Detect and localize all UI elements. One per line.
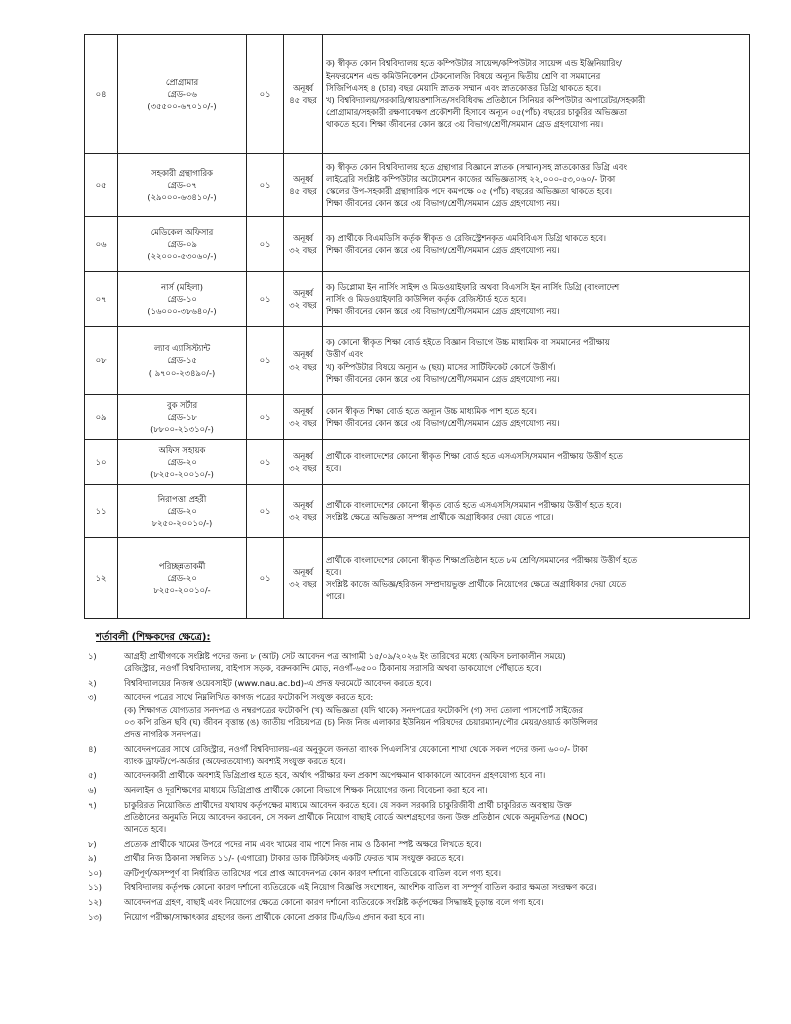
serial-number-cell: ০৮ [85,327,118,395]
post-name-cell [118,154,247,217]
serial-number-cell: ১২ [85,538,118,619]
condition-item [88,838,738,850]
post-info-line: প্রোগ্রামার [165,76,199,87]
condition-item [88,896,738,908]
qualification-line: প্রোগ্রামার/সহকারী রক্ষণাবেক্ষণ প্রকৌশলী হিসাবে অন্যূন ০৫(পাঁচ) বছরের চাকুরির অভিজ্ঞতা [326,107,628,118]
post-info-line: নার্স (মহিলা) [161,281,203,292]
condition-text [124,677,738,689]
condition-number: ৪) [88,743,97,754]
post-info-line: পরিচ্ছন্নতাকর্মী [158,560,206,571]
age-limit-line: ৩২ বছর [289,463,317,473]
serial-number-cell: ০৯ [85,395,118,440]
post-info-line: (৮৮০০-২১৩১০/-) [150,424,214,435]
qualification-line: প্রার্থীকে বাংলাদেশের কোনো স্বীকৃত শিক্ষাপ্রতিষ্ঠান হতে ৮ম শ্রেণি/সমমানের পরীক্ষায় উত্তীর্ণ হতে [326,554,637,565]
table-row [85,395,750,440]
condition-line: আনতে হবে। [124,823,167,834]
condition-line: নিয়োগ পরীক্ষা/সাক্ষাৎকার গ্রহণের জন্য প্রার্থীকে কোনো প্রকার টিএ/ডিএ প্রদান করা হবে না। [124,911,425,922]
qualification-line: শিক্ষা জীবনের কোন স্তরে ৩য় বিভাগ/শ্রেণী/সমমান গ্রেড গ্রহণযোগ্য নয়। [326,306,560,317]
post-info-line: (৩৫৫০০-৬৭০১০/-) [147,101,217,112]
condition-number: ৯) [88,853,97,864]
age-limit-line: অনূর্ধ্ব [293,232,313,243]
post-name-cell [118,395,247,440]
post-count-cell: ০১ [247,538,284,619]
post-count-cell: ০১ [247,485,284,538]
age-limit-cell [284,327,323,395]
condition-text [124,691,738,740]
condition-line: (ক) শিক্ষাগত যোগ্যতার সনদপত্র ও নম্বরপত্রের ফটোকপি (খ) অভিজ্ঞতা (যদি থাকে) সনদপত্রের ফটোকপি (গ) সদ্য তোলা পাসপোর্ট সাইজের [124,704,583,715]
qualification-line: ক) ডিপ্লোমা ইন নার্সিং সাইন্স ও মিডওয়াইফারি অথবা বিএসসি ইন নার্সিং ডিগ্রি (বাংলাদেশ [326,281,620,292]
post-info-line: (২২০০০-৫৩০৬০/-) [147,251,217,262]
post-count-cell: ০১ [247,217,284,272]
age-limit-line: ৪৫ বছর [289,186,317,196]
conditions-list [88,650,738,925]
condition-number: ১১) [88,882,103,893]
condition-text [124,799,738,836]
condition-item [88,650,738,674]
post-info-line: গ্রেড-০৯ [167,238,197,249]
condition-item [88,881,738,893]
post-info-line: মেডিকেল অফিসার [150,226,214,237]
serial-number-cell: ০৭ [85,272,118,327]
qualification-cell [323,395,750,440]
condition-item [88,867,738,879]
age-limit-cell [284,272,323,327]
condition-item [88,852,738,864]
condition-line: আবেদনপত্র গ্রহণ, বাছাই এবং নিয়োগের ক্ষেত্রে কোনো কারণ দর্শানো ব্যতিরেকে সংশ্লিষ্ট কর্তৃপক্ষের সিদ্ধান্তই চূড়ান্ত বলে গণ্য হবে। [124,896,544,907]
qualification-cell [323,485,750,538]
qualification-line: শিক্ষা জীবনের কোন স্তরে ৩য় বিভাগ/শ্রেণী/সমমান গ্রেড গ্রহণযোগ্য নয়। [326,418,560,428]
post-info-line: ল্যাব এ্যাসিস্ট্যান্ট [153,343,211,354]
qualification-line: উত্তীর্ণ এবং [326,349,363,360]
qualification-line: প্রার্থীকে বাংলাদেশের কোনো স্বীকৃত শিক্ষা বোর্ড হতে এসএসসি/সমমান পরীক্ষায় উত্তীর্ণ হতে [326,450,623,461]
age-limit-cell [284,395,323,440]
serial-number-cell: ০৫ [85,154,118,217]
qualification-line: নার্সিং ও মিডওয়াইফারি কাউন্সিল কর্তৃক রেজিস্টার্ড হতে হবে। [326,293,527,304]
post-info-line: গ্রেড-০৭ [167,179,197,190]
post-count-cell: ০১ [247,272,284,327]
post-info-line: (৮২৫০-২০০১০/-) [150,469,214,480]
age-limit-line: ৪৫ বছর [289,95,317,105]
condition-line: চাকুরিরত নিয়োজিত প্রার্থীদের যথাযথ কর্তৃপক্ষের মাধ্যমে আবেদন করতে হবে। যে সকল সরকারি চাকুরিজীবী প্রার্থী চাকুরিরত অবস্থায় উক্ত [124,799,572,810]
age-limit-line: ৩২ বছর [289,579,317,589]
post-info-line: ৮২৫০-২০০১০/- [153,585,211,596]
table-row [85,327,750,395]
qualification-line: লাইব্রেরি সংশ্লিষ্ট কম্পিউটার অটোমেশন কাজের অভিজ্ঞতাসহ ২২,০০০-৫৩,০৬০/- টাকা [326,173,616,184]
qualification-line: হবে। [326,463,342,473]
age-limit-cell [284,538,323,619]
condition-line: ০৩ কপি রঙিন ছবি (ঘ) জীবন বৃত্তান্ত (ঙ) জাতীয় পরিচয়পত্র (চ) নিজ নিজ এলাকার ইউনিয়ন পরিষদের চেয়ারম্যান/পৌর মেয়র/ওয়ার্ড কাউন্সিলর [124,716,598,727]
post-info-line: বুক সর্টার [166,399,198,410]
age-limit-line: ৩২ বছর [289,512,317,522]
age-limit-line: অনূর্ধ্ব [293,82,313,93]
condition-line: রেজিস্ট্রার, নওগাঁ বিশ্ববিদ্যালয়, বাইপাস সড়ক, বরুনকান্দি মোড়, নওগাঁ-৬৫০০ ঠিকানায় সরাসরি অথবা ডাকযোগে পৌঁছাতে হবে। [124,663,542,674]
age-limit-line: অনূর্ধ্ব [293,405,313,416]
table-row [85,485,750,538]
qualification-cell [323,440,750,485]
qualification-line: প্রার্থীকে বাংলাদেশের কোনো স্বীকৃত বোর্ড হতে এসএসসি/সমমান পরীক্ষায় উত্তীর্ণ হতে হবে। [326,499,622,510]
age-limit-line: অনূর্ধ্ব [293,349,313,360]
age-limit-cell [284,154,323,217]
condition-line: ত্রুটিপূর্ণ/অসম্পূর্ণ বা নির্ধারিত তারিখের পরে প্রাপ্ত আবেদনপত্র কোন কারণ দর্শানো ব্যতিরেকে বাতিল বলে গণ্য হবে। [124,867,501,878]
condition-number: ১) [88,651,97,661]
qualification-line: ক) স্বীকৃত কোন বিশ্ববিদ্যালয় হতে গ্রন্থাগার বিজ্ঞানে স্নাতক (সম্মান)সহ স্নাতকোত্তর ডিগ্রি এবং [326,161,627,172]
condition-text [124,838,738,850]
age-limit-line: অনূর্ধ্ব [293,173,313,184]
condition-number: ৫) [88,770,97,781]
qualification-cell [323,217,750,272]
qualification-line: কোন স্বীকৃত শিক্ষা বোর্ড হতে অন্যূন উচ্চ মাধ্যমিক পাশ হতে হবে। [326,405,537,416]
table-row [85,35,750,154]
conditions-title: শর্তাবলী (শিক্ষকদের ক্ষেত্রে): [96,632,211,643]
condition-number: ৮) [88,838,97,849]
post-name-cell [118,538,247,619]
condition-item [88,691,738,740]
condition-line: আবেদনপত্রের সাথে রেজিস্ট্রার, নওগাঁ বিশ্ববিদ্যালয়-এর অনুকূলে জনতা ব্যাংক পিএলসি'র যেকোনো শাখা থেকে সকল পদের জন্য ৬০০/- টাকা [124,743,588,754]
post-count-cell: ০১ [247,440,284,485]
age-limit-line: অনূর্ধ্ব [293,287,313,298]
job-posts-table [84,34,750,619]
condition-item [88,911,738,923]
condition-number: ২) [88,677,97,688]
condition-line: প্রত্যেক প্রার্থীকে খামের উপরে পদের নাম এবং খামের বাম পাশে নিজ নাম ও ঠিকানা স্পষ্ট অক্ষরে লিখতে হবে। [124,838,482,849]
condition-line: ব্যাংক ড্রাফট/পে-অর্ডার (অফেরতযোগ্য) অবশ্যই সংযুক্ত করতে হবে। [124,755,346,766]
serial-number-cell: ১০ [85,440,118,485]
table-row [85,440,750,485]
age-limit-line: অনূর্ধ্ব [293,450,313,461]
condition-text [124,852,738,864]
condition-item [88,784,738,796]
condition-line: আবেদনকারী প্রার্থীকে অবশ্যই ডিগ্রিপ্রাপ্ত হতে হবে, অর্থাৎ পরীক্ষার ফল প্রকাশ অপেক্ষমান থাকাকালে আবেদন গ্রহণযোগ্য হবে না। [124,770,546,781]
qualification-cell [323,272,750,327]
post-name-cell [118,327,247,395]
post-info-line: ৮২৫০-২০০১০/-) [151,518,213,529]
condition-text [124,650,738,674]
condition-item [88,769,738,781]
post-info-line: নিরাপত্তা প্রহরী [157,493,207,504]
condition-item [88,743,738,767]
table-row [85,272,750,327]
age-limit-line: ৩২ বছর [289,361,317,372]
post-count-cell: ০১ [247,327,284,395]
post-info-line: গ্রেড-১৮ [167,411,197,422]
qualification-line: খ) বিশ্ববিদ্যালয়/সরকারি/স্বায়ত্তশাসিত/সংবিধিবদ্ধ প্রতিষ্ঠানে সিনিয়র কম্পিউটার অপারেটর/সহকারী [326,95,646,105]
qualification-line: শিক্ষা জীবনের কোন স্তরে ৩য় বিভাগ/শ্রেণী/সমমান গ্রেড গ্রহণযোগ্য নয়। [326,245,560,255]
qualification-cell [323,35,750,154]
qualification-cell [323,154,750,217]
serial-number-cell: ০৪ [85,35,118,154]
condition-number: ১২) [88,896,103,907]
condition-text [124,769,738,781]
qualification-line: থাকতে হবে। শিক্ষা জীবনের কোন স্তরে ৩য় বিভাগ/শ্রেণী/সমমান গ্রেড গ্রহণযোগ্য নয়। [326,119,604,130]
qualification-line: শিক্ষা জীবনের কোন স্তরে ৩য় বিভাগ/শ্রেণী/সমমান গ্রেড গ্রহণযোগ্য নয়। [326,373,560,384]
qualification-line: হবে। [326,566,342,577]
post-info-line: গ্রেড-২০ [167,505,197,516]
age-limit-cell [284,485,323,538]
condition-number: ৩) [88,692,97,703]
serial-number-cell: ১১ [85,485,118,538]
table-row [85,538,750,619]
age-limit-line: অনূর্ধ্ব [293,499,313,510]
condition-number: ১৩) [88,911,103,922]
post-name-cell [118,272,247,327]
age-limit-line: অনূর্ধ্ব [293,566,313,577]
qualification-cell [323,538,750,619]
age-limit-line: ৩২ বছর [289,300,317,310]
condition-text [124,911,738,923]
table-row [85,154,750,217]
table-row [85,217,750,272]
condition-text [124,867,738,879]
post-info-line: গ্রেড-২০ [167,572,197,583]
qualification-line: সংশ্লিষ্ট কাজে অভিজ্ঞ/হরিজন সম্প্রদায়ভুক্ত প্রার্থীকে নিয়োগের ক্ষেত্রে অগ্রাধিকার দেয়া যেতে [326,579,627,589]
condition-line: প্রতিষ্ঠানের অনুমতি নিয়ে আবেদন করবেন, সে সকল প্রার্থীকে নিয়োগ বাছাই বোর্ডে অংশগ্রহণের জন্য উক্ত প্রতিষ্ঠান থেকে অনুমতিপত্র (NOC) [124,811,588,822]
post-info-line: অফিস সহায়ক [158,444,206,455]
condition-number: ৭) [88,799,97,810]
condition-line: অনলাইন ও দূরশিক্ষণের মাধ্যমে ডিগ্রিপ্রাপ্ত প্রার্থীকে কোনো বিভাগে শিক্ষক নিয়োগের জন্য বিবেচনা করা হবে না। [124,784,488,795]
condition-number: ১০) [88,867,103,878]
condition-line: প্রদত্ত নাগরিক সনদপত্র। [124,729,201,739]
post-info-line: ( ৯৭০০-২৩৪৯০/-) [148,367,216,378]
post-info-line: গ্রেড-১০ [167,293,197,304]
condition-line: বিশ্ববিদ্যালয় কর্তৃপক্ষ কোনো কারণ দর্শানো ব্যতিরেকে এই নিয়োগ বিজ্ঞপ্তি সংশোধন, আংশিক বাতিল বা সম্পূর্ণ বাতিল করার ক্ষমতা সংরক্ষণ করে। [124,882,597,893]
post-info-line: (২৯০০০-৬৩৪১০/-) [147,192,217,203]
post-info-line: সহকারী গ্রন্থাগারিক [151,167,213,178]
age-limit-line: ৩২ বছর [289,245,317,255]
condition-line: আগ্রহী প্রার্থীগণকে সংশ্লিষ্ট পদের জন্য ৮ (আট) সেট আবেদন পত্র আগামী ১৫/০৯/২০২৬ ইং তারিখের মধ্যে (অফিস চলাকালীন সময়ে) [124,651,566,661]
qualification-line: খ) কম্পিউটার বিষয়ে অন্যূন ৬ (ছয়) মাসের সার্টিফিকেট কোর্সে উত্তীর্ণ। [326,361,556,372]
job-posts-table-body [85,35,750,619]
qualification-line: ক) প্রার্থীকে বিএমডিসি কর্তৃক স্বীকৃত ও রেজিস্ট্রেশনকৃত এমবিবিএস ডিগ্রি থাকতে হবে। [326,232,606,243]
post-info-line: (১৬০০০-৩৮৬৪০/-) [147,306,217,317]
qualification-line: সিজিপিএসহ ৪ (চার) বছর মেয়াদি স্নাতক সম্মান এবং স্নাতকোত্তর ডিগ্রি থাকতে হবে। [326,82,601,93]
age-limit-cell [284,440,323,485]
condition-text [124,881,738,893]
condition-number: ৬) [88,784,97,795]
condition-line: প্রার্থীর নিজ ঠিকানা সম্বলিত ১১/- (এগারো) টাকার ডাক টিকিটসহ একটি ফেরত খাম সংযুক্ত করতে হবে। [124,853,464,864]
post-count-cell: ০১ [247,395,284,440]
qualification-cell [323,327,750,395]
age-limit-line: ৩২ বছর [289,418,317,428]
condition-text [124,743,738,767]
qualification-line: পারে। [326,591,345,602]
post-info-line: গ্রেড-০৬ [167,88,197,99]
condition-text [124,784,738,796]
qualification-line: সংশ্লিষ্ট ক্ষেত্রে অভিজ্ঞতা সম্পন্ন প্রার্থীকে অগ্রাধিকার দেয়া যেতে পারে। [326,512,554,522]
condition-line: বিশ্ববিদ্যালয়ের নিজস্ব ওয়েবসাইট (www.nau.ac.bd)-এ প্রদত্ত ফরমেটে আবেদন করতে হবে। [124,677,432,688]
age-limit-cell [284,35,323,154]
age-limit-cell [284,217,323,272]
post-name-cell [118,35,247,154]
post-info-line: গ্রেড-২০ [167,456,197,467]
post-count-cell: ০১ [247,154,284,217]
serial-number-cell: ০৬ [85,217,118,272]
qualification-line: স্কেলের উপ-সহকারী গ্রন্থাগারিক পদে কমপক্ষে ০৫ (পাঁচ) বছরের অভিজ্ঞতা থাকতে হবে। [326,186,613,196]
post-count-cell: ০১ [247,35,284,154]
condition-text [124,896,738,908]
post-info-line: গ্রেড-১৫ [167,355,197,366]
post-name-cell [118,485,247,538]
condition-line: আবেদন পত্রের সাথে নিম্নলিখিত কাগজ পত্রের ফটোকপি সংযুক্ত করতে হবে: [124,692,374,703]
condition-item [88,799,738,836]
condition-item [88,677,738,689]
post-name-cell [118,440,247,485]
post-name-cell [118,217,247,272]
qualification-line: শিক্ষা জীবনের কোন স্তরে ৩য় বিভাগ/শ্রেণী/সমমান গ্রেড গ্রহণযোগ্য নয়। [326,198,560,209]
qualification-line: ক) কোনো স্বীকৃত শিক্ষা বোর্ড হইতে বিজ্ঞান বিভাগে উচ্চ মাধ্যমিক বা সমমানের পরীক্ষায় [326,337,610,348]
qualification-line: ক) স্বীকৃত কোন বিশ্ববিদ্যালয় হতে কম্পিউটার সায়েন্স/কম্পিউটার সায়েন্স এন্ড ইঞ্জিনিয়ারিং/ [326,58,622,69]
qualification-line: ইনফরমেশন এন্ড কমিউনিকেশন টেকনোলজি বিষয়ে অন্যূন দ্বিতীয় শ্রেণি বা সমমানের [326,70,601,81]
